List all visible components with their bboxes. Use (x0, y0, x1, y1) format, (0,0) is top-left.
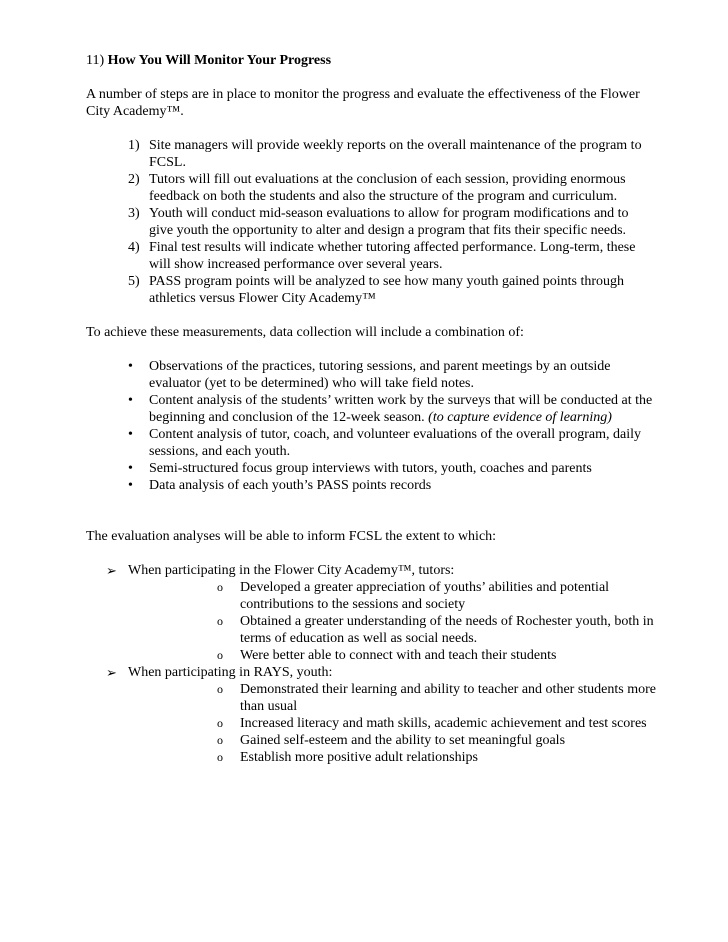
tutor-outcomes-list (128, 579, 656, 664)
list-item (86, 392, 656, 426)
list-item-text: Demonstrated their learning and ability to teacher and other students more than usual (240, 682, 656, 714)
list-item-text: Obtained a greater understanding of the needs of Rochester youth, both in terms of education as well as social needs. (240, 614, 654, 646)
evaluation-intro: The evaluation analyses will be able to inform FCSL the extent to which: (86, 529, 497, 544)
list-item (128, 613, 656, 647)
list-item-text: Site managers will provide weekly reports on the overall maintenance of the program to FCSL. (149, 138, 642, 170)
arrow-bullet-icon: ➢ (106, 665, 117, 680)
document-page (86, 52, 656, 766)
list-item-text: Content analysis of the students’ written work by the surveys that will be conducted at the beginning and conclusion of the 12-week season. (149, 393, 653, 425)
list-item (128, 715, 656, 732)
youth-outcomes-list (128, 681, 656, 766)
monitoring-steps-list (86, 137, 656, 307)
group-item (86, 664, 656, 766)
circle-bullet-icon: o (217, 733, 223, 747)
list-item (86, 273, 656, 307)
list-item (128, 579, 656, 613)
intro-paragraph: A number of steps are in place to monitor the progress and evaluate the effectiveness of the Flower City Academy™. (86, 87, 640, 119)
list-item (86, 239, 656, 273)
list-item (86, 477, 656, 494)
list-number: 2) (128, 172, 140, 187)
list-item-text: Were better able to connect with and teach their students (240, 648, 557, 663)
list-number: 4) (128, 240, 140, 255)
bullet-icon: • (128, 478, 133, 493)
list-item-text: Semi-structured focus group interviews with tutors, youth, coaches and parents (149, 461, 592, 476)
list-item (86, 171, 656, 205)
list-item-text: Increased literacy and math skills, academic achievement and test scores (240, 716, 647, 731)
list-item-text: Observations of the practices, tutoring sessions, and parent meetings by an outside evaluator (yet to be determined) who will take field notes. (149, 359, 611, 391)
circle-bullet-icon: o (217, 648, 223, 662)
circle-bullet-icon: o (217, 682, 223, 696)
list-item-text: Data analysis of each youth’s PASS points records (149, 478, 432, 493)
circle-bullet-icon: o (217, 614, 223, 628)
measurements-intro: To achieve these measurements, data collection will include a combination of: (86, 325, 524, 340)
list-item-text: Gained self-esteem and the ability to set meaningful goals (240, 733, 566, 748)
list-item-text: Establish more positive adult relationships (240, 750, 478, 765)
list-item (86, 426, 656, 460)
group-item (86, 562, 656, 664)
list-item (86, 358, 656, 392)
list-item-text: Developed a greater appreciation of youths’ abilities and potential contributions to the sessions and society (240, 580, 610, 612)
bullet-icon: • (128, 427, 133, 442)
list-item (128, 749, 656, 766)
list-item (128, 647, 656, 664)
group-label: When participating in RAYS, youth: (128, 665, 333, 680)
arrow-bullet-icon: ➢ (106, 563, 117, 578)
bullet-icon: • (128, 359, 133, 374)
list-number: 1) (128, 138, 140, 153)
section-title: How You Will Monitor Your Progress (107, 53, 332, 68)
list-item (86, 205, 656, 239)
circle-bullet-icon: o (217, 750, 223, 764)
bullet-icon: • (128, 461, 133, 476)
circle-bullet-icon: o (217, 716, 223, 730)
list-item (128, 732, 656, 749)
list-number: 5) (128, 274, 140, 289)
evaluation-groups-list (86, 562, 656, 766)
list-item-text: Youth will conduct mid-season evaluations to allow for program modifications and to give youth the opportunity to alter and design a program that fits their specific needs. (149, 206, 629, 238)
circle-bullet-icon: o (217, 580, 223, 594)
list-item-text: Tutors will fill out evaluations at the conclusion of each session, providing enormous feedback on both the students and also the structure of the program and curriculum. (149, 172, 626, 204)
section-heading (86, 52, 656, 69)
list-item-text: Content analysis of tutor, coach, and volunteer evaluations of the overall program, daily sessions, and each youth. (149, 427, 642, 459)
list-item (86, 137, 656, 171)
list-item-text: Final test results will indicate whether tutoring affected performance. Long-term, these will show increased performance over several years. (149, 240, 636, 272)
bullet-icon: • (128, 393, 133, 408)
list-item-text: PASS program points will be analyzed to see how many youth gained points through athletics versus Flower City Academy™ (149, 274, 625, 306)
list-item (128, 681, 656, 715)
list-item (86, 460, 656, 477)
data-collection-list (86, 358, 656, 494)
list-item-note: (to capture evidence of learning) (428, 410, 612, 425)
list-number: 3) (128, 206, 140, 221)
group-label: When participating in the Flower City Academy™, tutors: (128, 563, 455, 578)
section-number: 11) (86, 53, 105, 68)
